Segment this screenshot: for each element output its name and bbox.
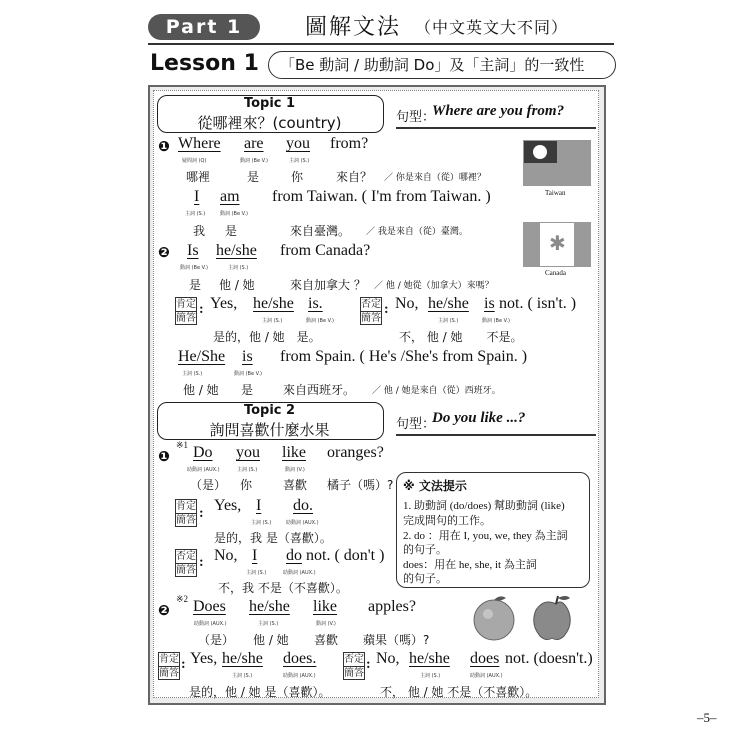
topic1-title: Topic 1 — [243, 96, 296, 111]
grammar-tip-line: 1. 助動詞 (do/does) 幫助動詞 (like) — [403, 500, 565, 512]
word: is — [484, 295, 495, 312]
word: apples? — [368, 598, 416, 615]
word: do. — [293, 497, 313, 514]
footnote-mark: ※2 — [176, 594, 189, 604]
grammar-tag: 助動詞 (AUX.) — [286, 520, 319, 526]
translation: 不， 他 / 她 不是。 — [399, 330, 523, 344]
grammar-tag: 主詞 (S.) — [246, 570, 267, 576]
word: you — [286, 135, 310, 152]
translation: 來自臺灣。 — [290, 224, 351, 238]
translation: 來自？ — [336, 170, 373, 184]
topic2-subtitle: 詢問喜歡什麼水果 — [209, 421, 330, 439]
word: he/she — [253, 295, 294, 312]
topic2-pattern-underline — [396, 434, 596, 436]
word: he/she — [216, 242, 257, 259]
word: you — [236, 444, 260, 461]
word: does — [470, 650, 500, 667]
translation: 不， 他 / 她 不是（不喜歡）。 — [380, 685, 538, 699]
grammar-tip-line: 完成問句的工作。 — [403, 515, 491, 527]
word: like — [313, 598, 337, 615]
word: No, — [395, 295, 419, 312]
word: from Canada? — [280, 242, 371, 259]
grammar-tag: 動詞 (V.) — [285, 467, 305, 473]
grammar-tip-line: 2. do ：用在 I, you, we, they 為主詞 — [403, 530, 568, 542]
positive-answer-label: 肯定 簡答 — [176, 501, 196, 526]
translation: 橘子（嗎）? — [327, 478, 394, 492]
word: Do — [193, 444, 213, 461]
translation: 他 / 她 — [253, 633, 289, 647]
grammar-tag: 主詞 (S.) — [182, 371, 203, 377]
translation: 是的，他 / 她 是。 — [213, 330, 321, 344]
translation: 不，我 不是（不喜歡）。 — [218, 581, 348, 595]
translation-note: ／ 你是來自（從）哪裡？ — [384, 173, 486, 183]
flag-caption: Canada — [545, 269, 566, 277]
translation: 你 — [240, 478, 253, 492]
word: are — [244, 135, 264, 152]
word: I — [252, 547, 258, 564]
grammar-tag: 主詞 (S.) — [289, 158, 310, 164]
question-number: ❷ — [158, 603, 170, 619]
grammar-tip-line: 的句子。 — [403, 573, 447, 585]
translation: 哪裡 — [186, 170, 211, 184]
translation: （是） — [198, 633, 235, 647]
topic1-subtitle: 從哪裡來？(country) — [197, 114, 342, 132]
translation: 來自西班牙。 — [283, 383, 356, 397]
word: he/she — [409, 650, 450, 667]
lesson-label: Lesson 1 — [150, 51, 259, 76]
word: from Spain. ( He's /She's from Spain. ) — [280, 348, 528, 365]
colon: : — [366, 657, 371, 672]
question-number: ❶ — [158, 139, 170, 155]
word: not. ( isn't. ) — [499, 295, 577, 312]
translation: （是） — [190, 478, 227, 492]
topic2-pattern-label: 句型： — [396, 417, 436, 432]
word: Does — [193, 598, 226, 615]
word: He/She — [178, 348, 226, 365]
grammar-tag: 主詞 (S.) — [185, 211, 206, 217]
colon: : — [199, 555, 204, 570]
grammar-tag: 主詞 (S.) — [438, 318, 459, 324]
word: Yes, — [190, 650, 218, 667]
word: from Taiwan. ( I'm from Taiwan. ) — [272, 188, 491, 205]
positive-answer-label: 肯定 簡答 — [176, 299, 196, 324]
word: he/she — [249, 598, 290, 615]
word: is. — [308, 295, 323, 312]
word: Is — [187, 242, 199, 259]
translation: 你 — [291, 170, 304, 184]
translation: 喜歡 — [314, 633, 339, 647]
negative-answer-label: 否定 簡答 — [176, 551, 196, 576]
translation: 蘋果（嗎）? — [363, 633, 430, 647]
negative-answer-label: 否定 簡答 — [344, 654, 364, 679]
word: like — [282, 444, 306, 461]
question-number: ❷ — [158, 245, 170, 261]
word: Yes, — [210, 295, 238, 312]
translation: 來自加拿大 ？ — [290, 278, 366, 292]
colon: : — [199, 506, 204, 521]
grammar-tag: 助動詞 (AUX.) — [470, 673, 503, 679]
grammar-tag: 動詞 (V.) — [316, 621, 336, 627]
translation: 喜歡 — [283, 478, 308, 492]
word: I — [194, 188, 200, 205]
page-number: –5– — [697, 710, 717, 725]
colon: : — [384, 302, 389, 317]
word: No, — [214, 547, 238, 564]
translation: 是 — [189, 278, 202, 292]
translation: 是 — [241, 383, 254, 397]
grammar-tag: 疑問詞 (Q) — [182, 158, 207, 164]
word: is — [242, 348, 253, 365]
translation: 是的，他 / 她 是（喜歡）。 — [189, 685, 331, 699]
topic1-pattern-label: 句型： — [396, 110, 436, 125]
word: he/she — [428, 295, 469, 312]
canada-flag-icon: ✱ — [523, 222, 591, 267]
translation-note: ／ 他 / 她是來自（從）西班牙。 — [372, 386, 501, 396]
topic1-pattern-underline — [396, 127, 596, 129]
word: No, — [376, 650, 400, 667]
question-number: ❶ — [158, 449, 170, 465]
grammar-tag: 主詞 (S.) — [251, 520, 272, 526]
word: I — [256, 497, 262, 514]
translation: 他 / 她 — [183, 383, 219, 397]
word: Where — [178, 135, 221, 152]
grammar-tag: 動詞 (Be V.) — [180, 265, 208, 271]
translation-note: ／ 我是來自（從）臺灣。 — [366, 227, 468, 237]
page-subtitle: （中文英文大不同） — [415, 18, 569, 37]
word: Yes, — [214, 497, 242, 514]
grammar-tag: 主詞 (S.) — [420, 673, 441, 679]
grammar-tip-title: ※ 文法提示 — [403, 479, 467, 493]
flag-caption: Taiwan — [545, 189, 566, 197]
grammar-tag: 動詞 (Be V.) — [306, 318, 334, 324]
grammar-tag: 助動詞 (AUX.) — [283, 570, 316, 576]
topic2-pattern: Do you like ...? — [432, 410, 526, 426]
translation: 他 / 她 — [219, 278, 255, 292]
translation-note: ／ 他 / 她從（加拿大）來嗎？ — [374, 281, 494, 291]
grammar-tag: 助動詞 (AUX.) — [283, 673, 316, 679]
positive-answer-label: 肯定 簡答 — [159, 654, 179, 679]
grammar-tag: 主詞 (S.) — [237, 467, 258, 473]
colon: : — [181, 657, 186, 672]
fruit-illustration — [468, 592, 578, 644]
word: from? — [330, 135, 369, 152]
word: he/she — [222, 650, 263, 667]
grammar-tag: 助動詞 (AUX.) — [187, 467, 220, 473]
grammar-tag: 主詞 (S.) — [258, 621, 279, 627]
grammar-tag: 動詞 (Be V.) — [240, 158, 268, 164]
word: does. — [283, 650, 317, 667]
grammar-tag: 動詞 (Be V.) — [482, 318, 510, 324]
translation: 我 — [193, 224, 206, 238]
translation: 是的，我 是（喜歡）。 — [214, 531, 332, 545]
orange-icon — [474, 596, 514, 640]
grammar-tag: 助動詞 (AUX.) — [194, 621, 227, 627]
grammar-tag: 主詞 (S.) — [232, 673, 253, 679]
translation: 是 — [225, 224, 238, 238]
footnote-mark: ※1 — [176, 440, 189, 450]
grammar-tag: 主詞 (S.) — [262, 318, 283, 324]
topic1-pattern: Where are you from? — [432, 103, 565, 119]
topic2-title: Topic 2 — [243, 403, 296, 418]
apple-icon — [534, 596, 571, 640]
negative-answer-label: 否定 簡答 — [361, 299, 381, 324]
grammar-tag: 主詞 (S.) — [228, 265, 249, 271]
word: not. ( don't ) — [306, 547, 385, 564]
word: oranges? — [327, 444, 384, 461]
lesson-description: 「Be 動詞 / 助動詞 Do」及「主詞」的一致性 — [280, 56, 585, 74]
word: am — [220, 188, 240, 205]
colon: : — [199, 302, 204, 317]
grammar-tip-line: does：用在 he, she, it 為主詞 — [403, 559, 537, 571]
word: not. (doesn't.) — [505, 650, 593, 667]
header-divider — [148, 43, 614, 45]
grammar-tag: 動詞 (Be V.) — [220, 211, 248, 217]
part-badge: Part 1 — [148, 14, 260, 40]
word: do — [286, 547, 302, 564]
page-title: 圖解文法 — [305, 15, 402, 40]
translation: 是 — [247, 170, 260, 184]
grammar-tip-line: 的句子。 — [403, 544, 447, 556]
taiwan-flag-icon — [523, 140, 591, 186]
grammar-tag: 動詞 (Be V.) — [234, 371, 262, 377]
